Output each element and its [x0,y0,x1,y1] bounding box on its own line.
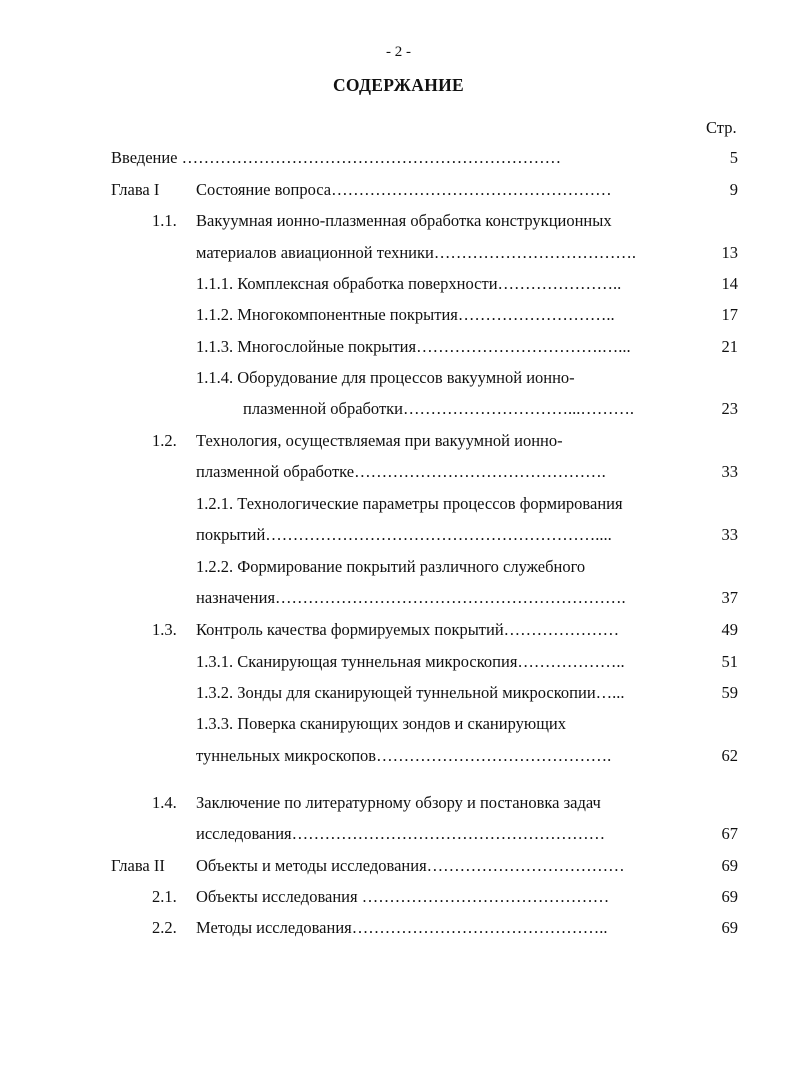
toc-entry-label: 1.3. [152,620,177,639]
toc-entry-text: Заключение по литературному обзору и постановка задач [196,793,601,812]
toc-entry-text: Методы исследования……………………………………….. [196,918,608,937]
toc-entry-page: 21 [721,337,738,356]
toc-entry-text: 1.1.1. Комплексная обработка поверхности………………….. [196,274,622,293]
toc-entry-page: 69 [721,918,738,937]
toc-entry-text: Состояние вопроса…………………………………………… [196,180,612,199]
toc-entry-page: 37 [721,588,738,607]
toc-entry-text: 1.1.2. Многокомпонентные покрытия……………………….. [196,305,615,324]
toc-entry-page: 67 [721,824,738,843]
toc-entry-page: 33 [721,462,738,481]
toc-entry-text: 1.2.1. Технологические параметры процессов формирования [196,494,623,513]
toc-entry-text: Объекты исследования ……………………………………… [196,887,610,906]
toc-entry-text: 1.1.4. Оборудование для процессов вакуумной ионно- [196,368,575,387]
toc-entry-page: 13 [721,243,738,262]
toc-entry-label: Глава II [111,856,165,875]
toc-entry-text: Объекты и методы исследования……………………………… [196,856,625,875]
toc-entry-page: 69 [721,887,738,906]
toc-entry-text: Введение …………………………………………………………… [111,148,562,167]
toc-entry-page: 9 [729,180,738,199]
toc-entry-text-continued: плазменной обработке………………………………………. [196,462,606,481]
page-number: - 2 - [386,44,411,60]
toc-entry-page: 62 [721,746,738,765]
document-title: СОДЕРЖАНИЕ [332,75,464,95]
toc-entry-label: 2.1. [152,887,177,906]
toc-entry-text-continued: покрытий…………………………………………………….... [196,525,612,544]
toc-entry-text-continued: туннельных микроскопов……………………………………. [196,746,612,765]
toc-entry-page: 14 [721,274,738,293]
toc-entry-label: 1.4. [152,793,177,812]
toc-entry-label: 1.1. [152,211,177,230]
toc-entry-text: 1.3.2. Зонды для сканирующей туннельной микроскопии…... [196,683,625,702]
toc-entry-page: 5 [729,148,738,167]
toc-entry-text-continued: материалов авиационной техники………………………………. [196,243,636,262]
toc-entry-page: 69 [721,856,738,875]
toc-entry-label: Глава I [111,180,160,199]
toc-entry-text-continued: плазменной обработки…………………………...………. [243,399,635,418]
toc-entry-text: Контроль качества формируемых покрытий………………… [196,620,620,639]
toc-entry-label: 1.2. [152,431,177,450]
toc-entry-page: 17 [721,305,738,324]
toc-entry-text: 1.3.1. Сканирующая туннельная микроскопия……………….. [196,652,625,671]
toc-entry-text: 1.3.3. Поверка сканирующих зондов и сканирующих [196,714,566,733]
page-column-header: Стр. [706,118,737,137]
toc-entry-text: Технология, осуществляемая при вакуумной ионно- [196,431,563,450]
toc-entry-text-continued: исследования………………………………………………… [196,824,606,843]
toc-entry-text: Вакуумная ионно-плазменная обработка конструкционных [196,211,612,230]
toc-entry-page: 23 [721,399,738,418]
toc-entry-page: 49 [721,620,738,639]
toc-entry-page: 59 [721,683,738,702]
toc-entry-text: 1.1.3. Многослойные покрытия…………………………….…... [196,337,631,356]
toc-entry-page: 51 [721,652,738,671]
toc-entry-label: 2.2. [152,918,177,937]
toc-entry-text: 1.2.2. Формирование покрытий различного служебного [196,557,586,576]
toc-entry-page: 33 [721,525,738,544]
toc-entry-text-continued: назначения………………………………………………………. [196,588,626,607]
